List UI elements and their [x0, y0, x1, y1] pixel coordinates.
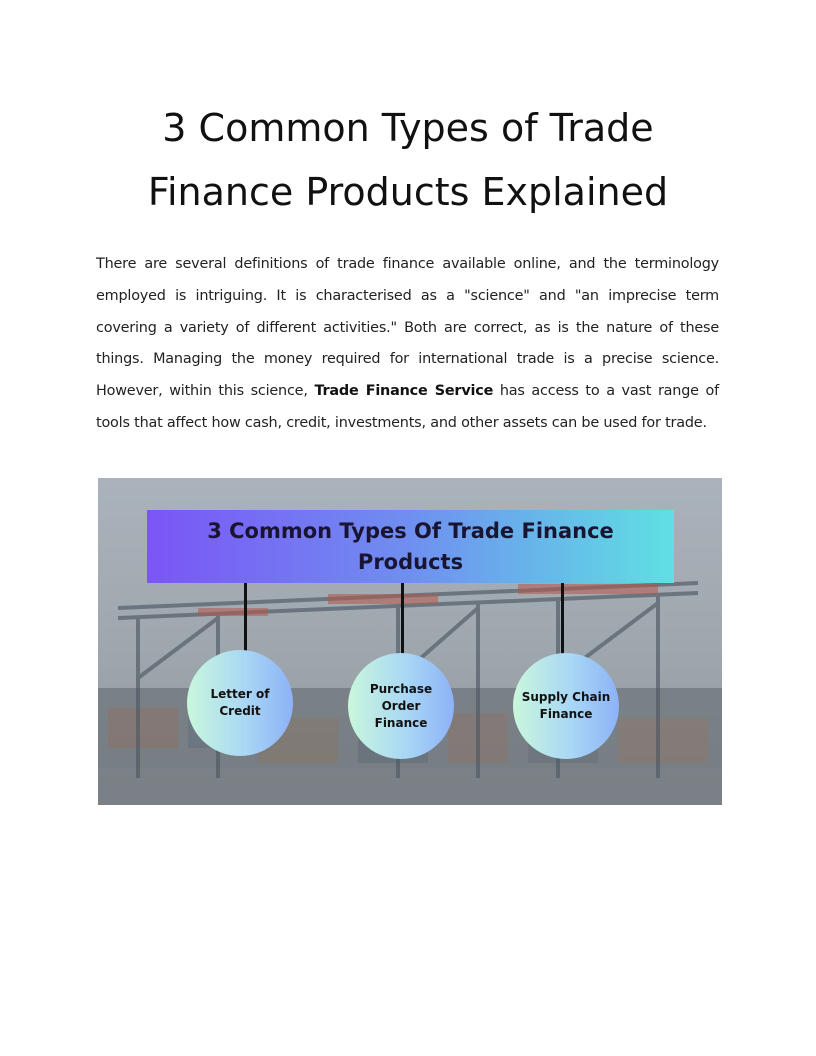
- connector-line: [561, 583, 564, 654]
- infographic-image: [98, 478, 722, 805]
- intro-paragraph: [96, 249, 719, 440]
- trade-finance-service-emphasis: Trade Finance Service: [314, 383, 494, 400]
- paragraph-text-start: There are several definitions of trade finance available online, and the terminology employed is intriguing. It is characterised as a "science" and "an imprecise term covering a variety of different activities." Both are correct, as is the nature of these things. Managing the money required for international trade is a precise science. However, within this science,: [96, 256, 719, 400]
- connector-line: [244, 583, 247, 651]
- connector-line: [401, 583, 404, 654]
- infographic-heading: 3 Common Types Of Trade Finance Products: [207, 518, 614, 574]
- paragraph-text-end: has access to a vast range of tools that affect how cash, credit, investments, and other assets can be used for trade.: [96, 383, 719, 431]
- title-line-2: Finance Products Explained: [147, 170, 669, 214]
- infographic-heading-banner: [147, 510, 674, 583]
- node-label: Purchase Order Finance: [369, 681, 433, 730]
- node-label: Letter of Credit: [210, 687, 270, 718]
- page-title: [96, 96, 720, 224]
- purchase-order-finance-node: [348, 653, 454, 759]
- letter-of-credit-node: [187, 650, 293, 756]
- supply-chain-finance-node: [513, 653, 619, 759]
- node-label: Supply Chain Finance: [521, 690, 611, 721]
- title-line-1: 3 Common Types of Trade: [162, 106, 654, 150]
